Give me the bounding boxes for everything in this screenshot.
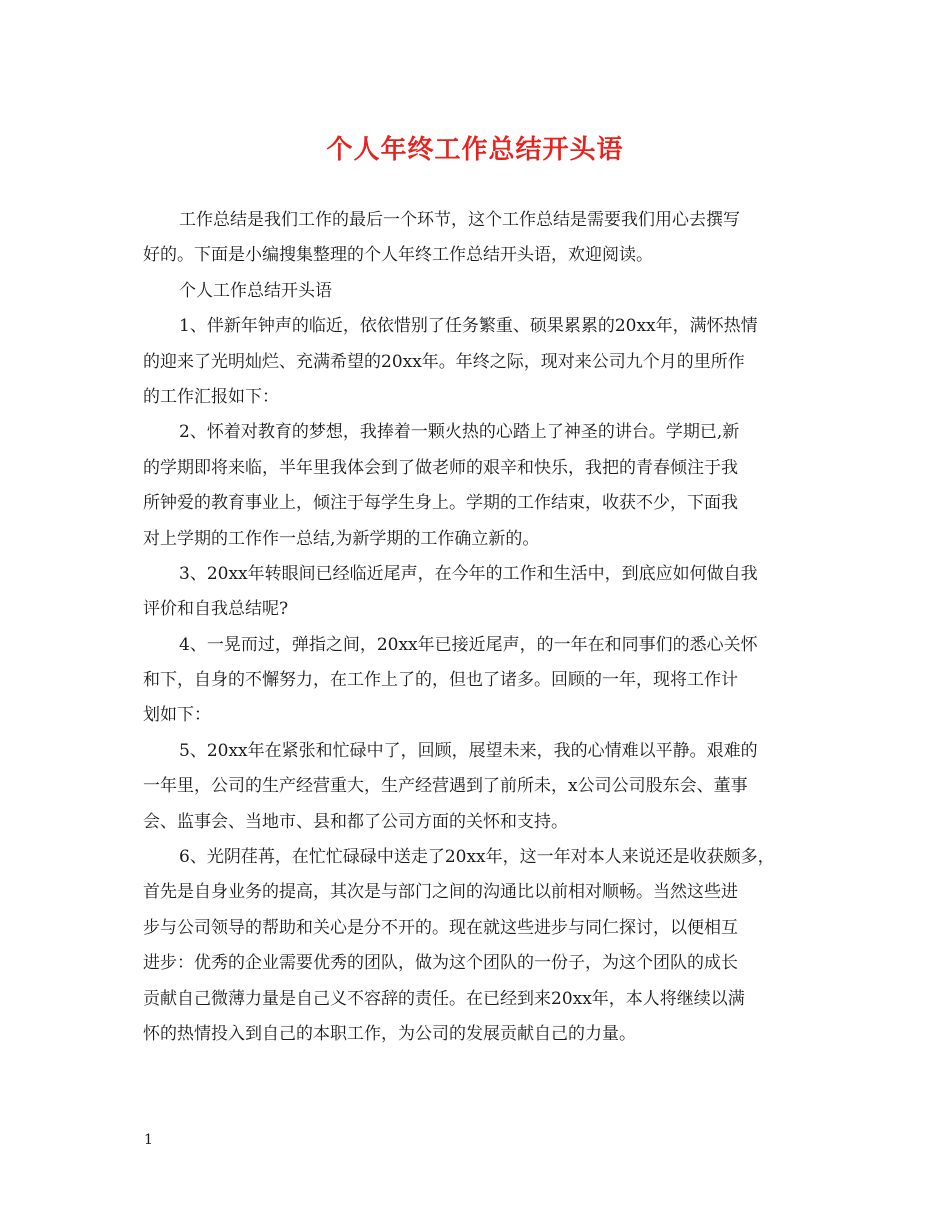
paragraph-line: 2、怀着对教育的梦想，我捧着一颗火热的心踏上了神圣的讲台。学期已,新: [179, 422, 740, 443]
paragraph-line: 步与公司领导的帮助和关心是分不开的。现在就这些进步与同仁探讨，以便相互: [143, 917, 738, 938]
paragraph-line: 的工作汇报如下：: [143, 386, 279, 407]
paragraph-line: 6、光阴荏苒，在忙忙碌碌中送走了20xx年，这一年对本人来说还是收获颇多，: [179, 847, 775, 868]
section-heading: 个人工作总结开头语: [179, 280, 332, 301]
paragraph-line: 4、一晃而过，弹指之间，20xx年已接近尾声，的一年在和同事们的悉心关怀: [179, 634, 758, 655]
document-body: [143, 203, 823, 1052]
paragraph-line: 的学期即将来临，半年里我体会到了做老师的艰辛和快乐，我把的青春倾注于我: [143, 457, 738, 478]
paragraph-line: 1、伴新年钟声的临近，依依惜别了任务繁重、硕果累累的20xx年，满怀热情: [179, 316, 758, 337]
document-title: 个人年终工作总结开头语: [326, 135, 624, 165]
paragraph-line: 对上学期的工作作一总结,为新学期的工作确立新的。: [143, 528, 540, 549]
paragraph-line: 划如下：: [143, 705, 211, 726]
paragraph-line: 工作总结是我们工作的最后一个环节，这个工作总结是需要我们用心去撰写: [179, 210, 740, 230]
paragraph-line: 进步：优秀的企业需要优秀的团队，做为这个团队的一份子，为这个团队的成长: [143, 953, 738, 974]
paragraph-line: 的迎来了光明灿烂、充满希望的20xx年。年终之际，现对来公司九个月的里所作: [143, 351, 745, 372]
paragraph-line: 评价和自我总结呢?: [143, 599, 289, 620]
paragraph-line: 5、20xx年在紧张和忙碌中了，回顾，展望未来，我的心情难以平静。艰难的: [179, 740, 758, 761]
paragraph-line: 3、20xx年转眼间已经临近尾声，在今年的工作和生活中，到底应如何做自我: [179, 563, 758, 584]
paragraph-line: 首先是自身业务的提高，其次是与部门之间的沟通比以前相对顺畅。当然这些进: [143, 882, 738, 903]
paragraph-line: 贡献自己微薄力量是自己义不容辞的责任。在已经到来20xx年，本人将继续以满: [143, 988, 745, 1009]
paragraph-line: 一年里，公司的生产经营重大，生产经营遇到了前所未，x公司公司股东会、董事: [143, 776, 748, 797]
paragraph-line: 会、监事会、当地市、县和都了公司方面的关怀和支持。: [143, 811, 568, 832]
paragraph-line: 所钟爱的教育事业上，倾注于每学生身上。学期的工作结束，收获不少，下面我: [143, 493, 738, 514]
page-number: 1: [144, 1132, 153, 1148]
paragraph-line: 怀的热情投入到自己的本职工作，为公司的发展贡献自己的力量。: [143, 1023, 636, 1044]
paragraph-line: 和下，自身的不懈努力，在工作上了的，但也了诸多。回顾的一年，现将工作计: [143, 670, 738, 691]
paragraph-line: 好的。下面是小编搜集整理的个人年终工作总结开头语，欢迎阅读。: [143, 245, 653, 266]
